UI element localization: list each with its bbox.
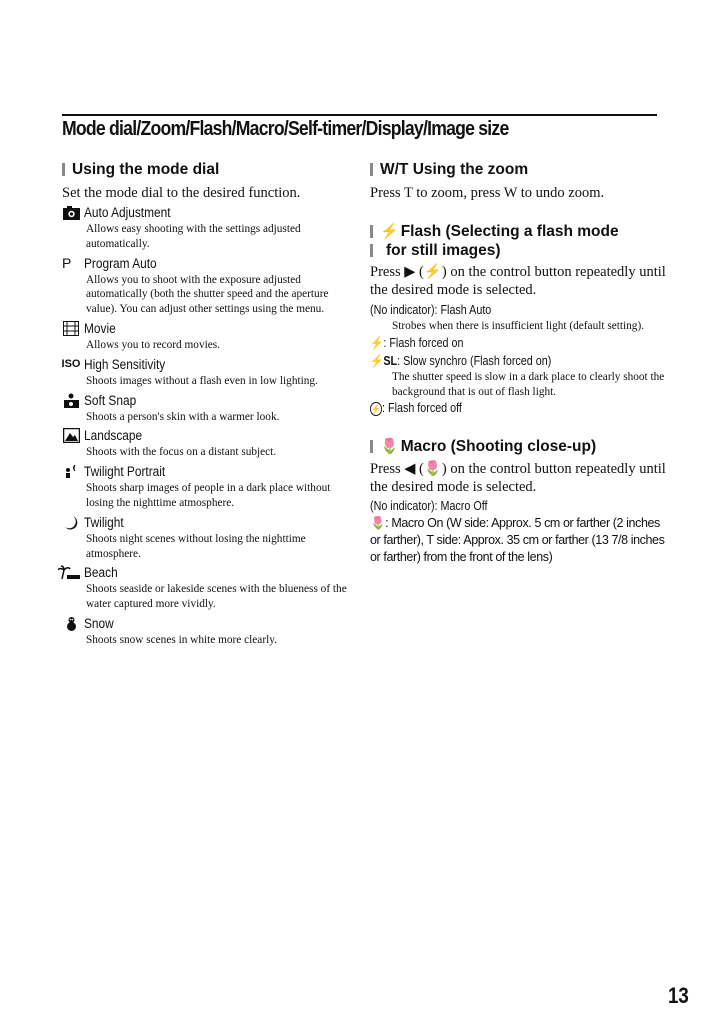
mode-item (62, 514, 352, 562)
mode-name: Program Auto (84, 255, 157, 271)
flash-forced-on: : Flash forced on (383, 335, 464, 350)
page-title: Mode dial/Zoom/Flash/Macro/Self-timer/Display/Image size (62, 117, 509, 140)
mode-desc: Shoots a person's skin with a warmer look. (86, 410, 280, 423)
mode-desc: Allows you to record movies. (86, 338, 220, 351)
zoom-text: Press T to zoom, press W to undo zoom. (370, 185, 605, 201)
mode-name: Twilight (84, 514, 124, 530)
flash-icon: ⚡ (380, 223, 399, 240)
slow-synchro-icon: ⚡SL (370, 353, 398, 368)
flash-heading-line1: Flash (Selecting a flash mode (400, 223, 619, 240)
macro-on: : Macro On (W side: Approx. 5 cm or farther (2 inches or farther), T side: Approx. 35 cm or farther (13 7/8 inches or farther) from the front of the lens) (370, 516, 665, 565)
macro-no-indicator: (No indicator): Macro Off (370, 499, 488, 514)
mode-item (62, 427, 352, 460)
twilight-portrait-icon (62, 464, 80, 479)
mode-name: Auto Adjustment (84, 205, 171, 220)
title-rule (62, 114, 657, 116)
zoom-heading: W/T Using the zoom (370, 160, 670, 179)
mode-desc: Shoots snow scenes in white more clearly. (86, 633, 277, 646)
camera-auto-icon (62, 205, 80, 220)
mode-item (62, 204, 352, 252)
mode-dial-intro: Set the mode dial to the desired function. (62, 185, 301, 201)
macro-heading: Macro (Shooting close-up) (400, 438, 597, 456)
mode-name: Landscape (84, 428, 143, 444)
mode-item (62, 320, 352, 353)
mode-item (62, 356, 352, 389)
mode-name: Movie (84, 320, 116, 336)
slow-synchro-desc: The shutter speed is slow in a dark place to clearly shoot the background that is out of flash light. (392, 370, 665, 398)
mode-desc: Shoots images without a flash even in low lighting. (86, 374, 318, 387)
mode-name: Twilight Portrait (84, 464, 166, 480)
mode-name: Soft Snap (84, 392, 137, 408)
macro-text: Press ◀ (🌷) on the control button repeatedly until the desired mode is selected. (370, 461, 666, 496)
flash-no-indicator: (No indicator): Flash Auto (370, 303, 492, 317)
flash-forced-off: : Flash forced off (382, 401, 462, 416)
soft-snap-icon (62, 393, 80, 408)
flash-no-indicator-desc: Strobes when there is insufficient light (default setting). (392, 320, 645, 332)
mode-desc: Shoots seaside or lakeside scenes with the blueness of the water captured more vividly. (86, 583, 347, 611)
macro-on-row (370, 515, 670, 566)
mode-desc: Shoots with the focus on a distant subject. (86, 446, 277, 459)
flash-slow-synchro: : Slow synchro (Flash forced on) (397, 353, 552, 368)
slow-synchro-row (370, 353, 551, 370)
program-p-icon: P (62, 255, 72, 272)
mode-item (62, 615, 352, 648)
twilight-moon-icon (62, 515, 80, 530)
flash-off-icon: ⚡ (371, 404, 381, 415)
right-column (370, 160, 670, 566)
beach-icon (58, 565, 80, 580)
macro-heading-row (370, 437, 670, 456)
mode-name: Snow (84, 615, 114, 631)
mode-item (62, 255, 352, 317)
mode-desc: Shoots sharp images of people in a dark place without losing the nighttime atmosphere. (86, 482, 331, 509)
flash-heading-line2: for still images) (386, 242, 501, 259)
mode-desc: Shoots night scenes without losing the nighttime atmosphere. (86, 532, 306, 560)
mode-dial-heading: Using the mode dial (62, 160, 352, 179)
flash-heading-cont (370, 241, 670, 260)
mode-name: Beach (84, 565, 118, 581)
landscape-icon (62, 428, 80, 443)
movie-film-icon (62, 321, 80, 336)
mode-dial-section (62, 160, 352, 651)
mode-item (62, 564, 352, 612)
flash-forced-on-row (370, 335, 463, 352)
macro-on-icon: 🌷 (370, 516, 386, 531)
flash-off-row (370, 400, 462, 417)
mode-item (62, 463, 352, 511)
mode-name: High Sensitivity (84, 356, 166, 372)
flash-heading (370, 222, 670, 241)
mode-desc: Allows easy shooting with the settings adjusted automatically. (86, 223, 301, 250)
mode-desc: Allows you to shoot with the exposure adjusted automatically (both the shutter speed and the aperture value). You can adjust other settings using the menu. (86, 273, 329, 316)
flash-small-icon: ⚡ (370, 335, 384, 350)
flash-text: Press ▶ (⚡) on the control button repeatedly until the desired mode is selected. (370, 264, 666, 298)
mode-item (62, 392, 352, 425)
macro-tulip-icon: 🌷 (380, 438, 399, 456)
snow-icon (62, 616, 80, 631)
page-number: 13 (668, 983, 689, 1008)
iso-high-sensitivity-icon: ISO (61, 358, 81, 371)
